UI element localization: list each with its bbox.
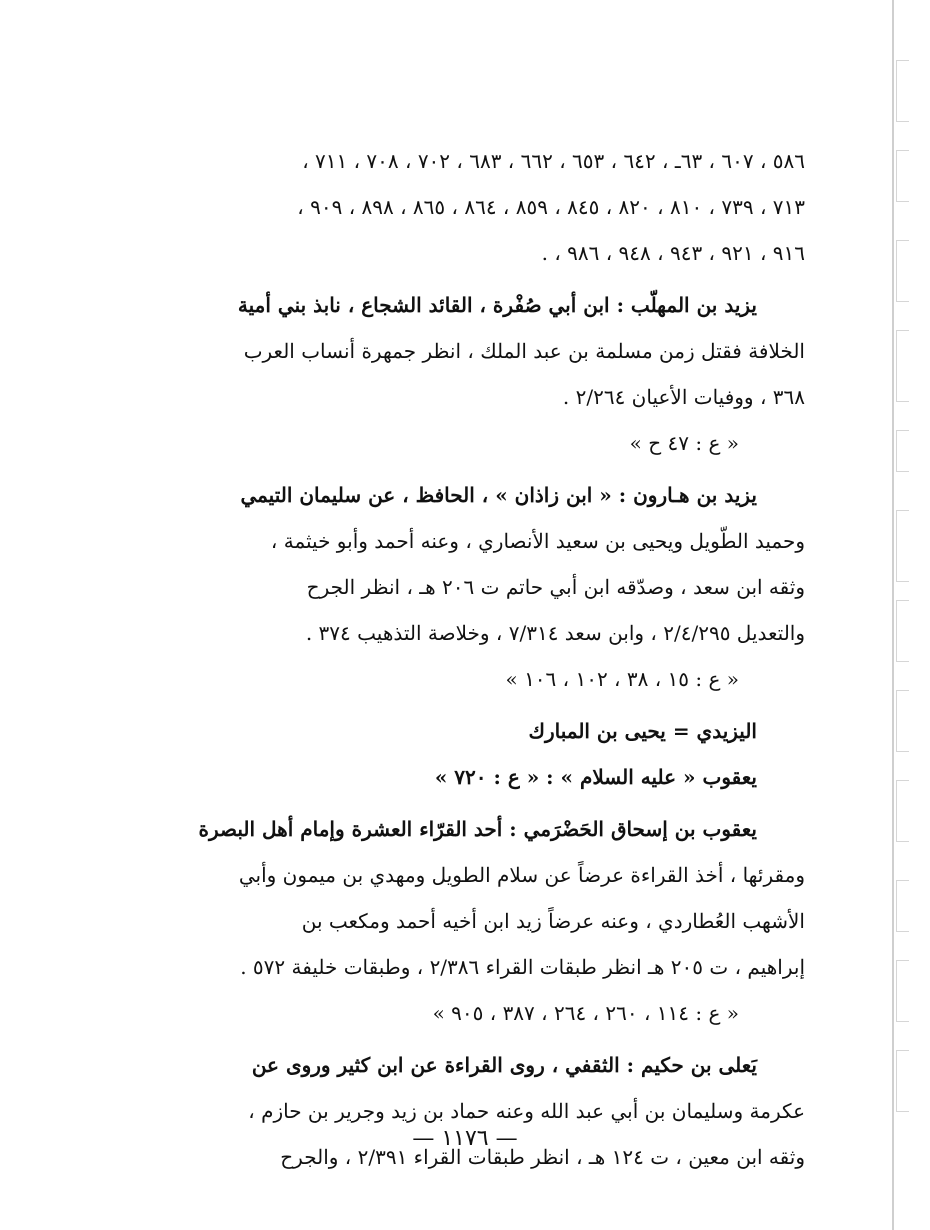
entry-text: الأشهب العُطاردي ، وعنه عرضاً زيد ابن أخيه أحمد ومكعب بن <box>301 909 805 933</box>
entry-text: وحميد الطّويل ويحيى بن سعيد الأنصاري ، وعنه أحمد وأبو خيثمة ، <box>270 529 805 553</box>
entry-yazid-ibn-al-muhallab: يزيد بن المهلّب : ابن أبي صُفْرة ، القائد الشجاع ، نابذ بني أمية <box>237 293 757 317</box>
scan-edge <box>856 0 930 1230</box>
page-body <box>185 138 805 1180</box>
entry-text: ومقرئها ، أخذ القراءة عرضاً عن سلام الطويل ومهدي بن ميمون وأبي <box>238 863 805 887</box>
entry-continued-refs: ٧١٣ ، ٧٣٩ ، ٨١٠ ، ٨٢٠ ، ٨٤٥ ، ٨٥٩ ، ٨٦٤ ، ٨٦٥ ، ٨٩٨ ، ٩٠٩ ، <box>297 195 805 219</box>
entry-refs: « ع : ١٥ ، ٣٨ ، ١٠٢ ، ١٠٦ » <box>505 667 739 691</box>
margin-mark <box>896 430 909 472</box>
margin-mark <box>896 330 909 402</box>
entry-text: الخلافة فقتل زمن مسلمة بن عبد الملك ، انظر جمهرة أنساب العرب <box>243 339 805 363</box>
page-number: — ١١٧٦ — <box>412 1126 518 1151</box>
margin-mark <box>896 60 909 122</box>
entry-yazid-ibn-harun: يزيد بن هـارون : « ابن زاذان » ، الحافظ ، عن سليمان التيمي <box>240 483 757 507</box>
margin-mark <box>896 150 909 202</box>
margin-mark <box>896 1050 909 1112</box>
margin-mark <box>896 240 909 302</box>
entry-al-yazidi: اليزيدي = يحيى بن المبارك <box>528 719 757 743</box>
entry-refs: « ع : ١١٤ ، ٢٦٠ ، ٢٦٤ ، ٣٨٧ ، ٩٠٥ » <box>432 1001 739 1025</box>
entry-text: والتعديل ٢/٤/٢٩٥ ، وابن سعد ٧/٣١٤ ، وخلاصة التذهيب ٣٧٤ . <box>305 621 805 645</box>
entry-continued-refs: ٩١٦ ، ٩٢١ ، ٩٤٣ ، ٩٤٨ ، ٩٨٦ ، . <box>541 241 805 265</box>
entry-text: عكرمة وسليمان بن أبي عبد الله وعنه حماد بن زيد وجرير بن حازم ، <box>248 1099 805 1123</box>
entry-text: وثقه ابن سعد ، وصدّقه ابن أبي حاتم ت ٢٠٦ هـ ، انظر الجرح <box>306 575 805 599</box>
entry-yala-ibn-hakim: يَعلى بن حكيم : الثقفي ، روى القراءة عن ابن كثير وروى عن <box>251 1053 757 1077</box>
entry-text: إبراهيم ، ت ٢٠٥ هـ انظر طبقات القراء ٢/٣٨٦ ، وطبقات خليفة ٥٧٢ . <box>240 955 805 979</box>
margin-mark <box>896 960 909 1022</box>
entry-continued-refs: ٥٨٦ ، ٦٠٧ ، ٦٣ـ ، ٦٤٢ ، ٦٥٣ ، ٦٦٢ ، ٦٨٣ ، ٧٠٢ ، ٧٠٨ ، ٧١١ ، <box>302 149 805 173</box>
entry-yaqub-al-hadrami: يعقوب بن إسحاق الحَضْرَمي : أحد القرّاء العشرة وإمام أهل البصرة <box>198 817 757 841</box>
entry-yaqub: يعقوب « عليه السلام » : « ع : ٧٢٠ » <box>434 765 757 789</box>
margin-mark <box>896 600 909 662</box>
entry-text: ٣٦٨ ، ووفيات الأعيان ٢/٢٦٤ . <box>562 385 805 409</box>
entry-text: وثقه ابن معين ، ت ١٢٤ هـ ، انظر طبقات القراء ٢/٣٩١ ، والجرح <box>280 1145 805 1169</box>
margin-mark <box>896 690 909 752</box>
margin-mark <box>896 780 909 842</box>
margin-line <box>892 0 894 1230</box>
margin-mark <box>896 880 909 932</box>
entry-refs: « ع : ٤٧ ح » <box>629 431 739 455</box>
margin-mark <box>896 510 909 582</box>
